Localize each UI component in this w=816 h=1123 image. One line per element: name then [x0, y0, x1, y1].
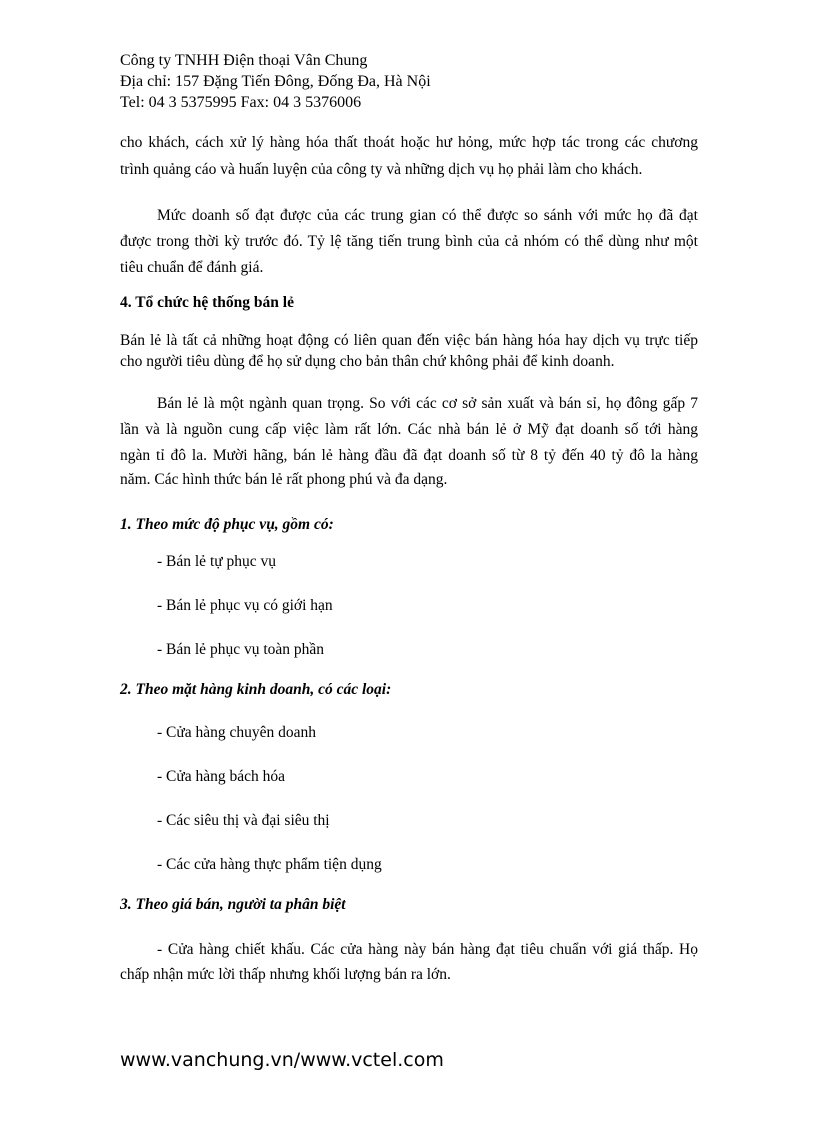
company-contact: Tel: 04 3 5375995 Fax: 04 3 5376006: [120, 94, 362, 111]
company-name: Công ty TNHH Điện thoại Vân Chung: [120, 52, 368, 69]
paragraph-line: cho khách, cách xử lý hàng hóa thất thoát hoặc hư hỏng, mức hợp tác trong các chương: [120, 134, 698, 151]
subsection-heading: 3. Theo giá bán, người ta phân biệt: [120, 896, 346, 913]
paragraph-line: cho người tiêu dùng để họ sử dụng cho bản thân chứ không phải để kinh doanh.: [120, 353, 615, 370]
list-item: - Các siêu thị và đại siêu thị: [157, 812, 330, 829]
letterhead: [120, 50, 431, 113]
company-address: Địa chỉ: 157 Đặng Tiến Đông, Đống Đa, Hà Nội: [120, 73, 431, 90]
footer-website: www.vanchung.vn/www.vctel.com: [120, 1049, 444, 1071]
paragraph-line: ngàn tỉ đô la. Mười hãng, bán lẻ hàng đầu đã đạt doanh số từ 8 tỷ đến 40 tỷ đô la hàng: [120, 447, 698, 464]
paragraph-line: chấp nhận mức lời thấp nhưng khối lượng bán ra lớn.: [120, 966, 451, 983]
subsection-heading: 1. Theo mức độ phục vụ, gồm có:: [120, 516, 334, 533]
paragraph-line: trình quảng cáo và huấn luyện của công ty và những dịch vụ họ phải làm cho khách.: [120, 161, 643, 178]
paragraph-line: - Cửa hàng chiết khấu. Các cửa hàng này bán hàng đạt tiêu chuẩn với giá thấp. Họ: [157, 941, 698, 958]
list-item: - Bán lẻ tự phục vụ: [157, 553, 277, 570]
list-item: - Các cửa hàng thực phẩm tiện dụng: [157, 856, 382, 873]
list-item: - Bán lẻ phục vụ toàn phần: [157, 641, 325, 658]
section-heading: 4. Tổ chức hệ thống bán lẻ: [120, 294, 294, 311]
paragraph-line: Bán lẻ là một ngành quan trọng. So với các cơ sở sản xuất và bán sỉ, họ đông gấp 7: [157, 395, 698, 412]
paragraph-line: năm. Các hình thức bán lẻ rất phong phú và đa dạng.: [120, 471, 448, 488]
list-item: - Bán lẻ phục vụ có giới hạn: [157, 597, 333, 614]
paragraph-line: được trong thời kỳ trước đó. Tỷ lệ tăng tiến trung bình của cả nhóm có thể dùng như một: [120, 233, 698, 250]
paragraph-line: tiêu chuẩn để đánh giá.: [120, 259, 264, 276]
list-item: - Cửa hàng bách hóa: [157, 768, 286, 785]
paragraph-line: Bán lẻ là tất cả những hoạt động có liên quan đến việc bán hàng hóa hay dịch vụ trực tiếp: [120, 332, 698, 349]
subsection-heading: 2. Theo mặt hàng kinh doanh, có các loại:: [120, 681, 392, 698]
list-item: - Cửa hàng chuyên doanh: [157, 724, 317, 741]
paragraph-line: lần và là nguồn cung cấp việc làm rất lớn. Các nhà bán lẻ ở Mỹ đạt doanh số tới hàng: [120, 421, 698, 438]
paragraph-line: Mức doanh số đạt được của các trung gian có thể được so sánh với mức họ đã đạt: [157, 207, 698, 224]
